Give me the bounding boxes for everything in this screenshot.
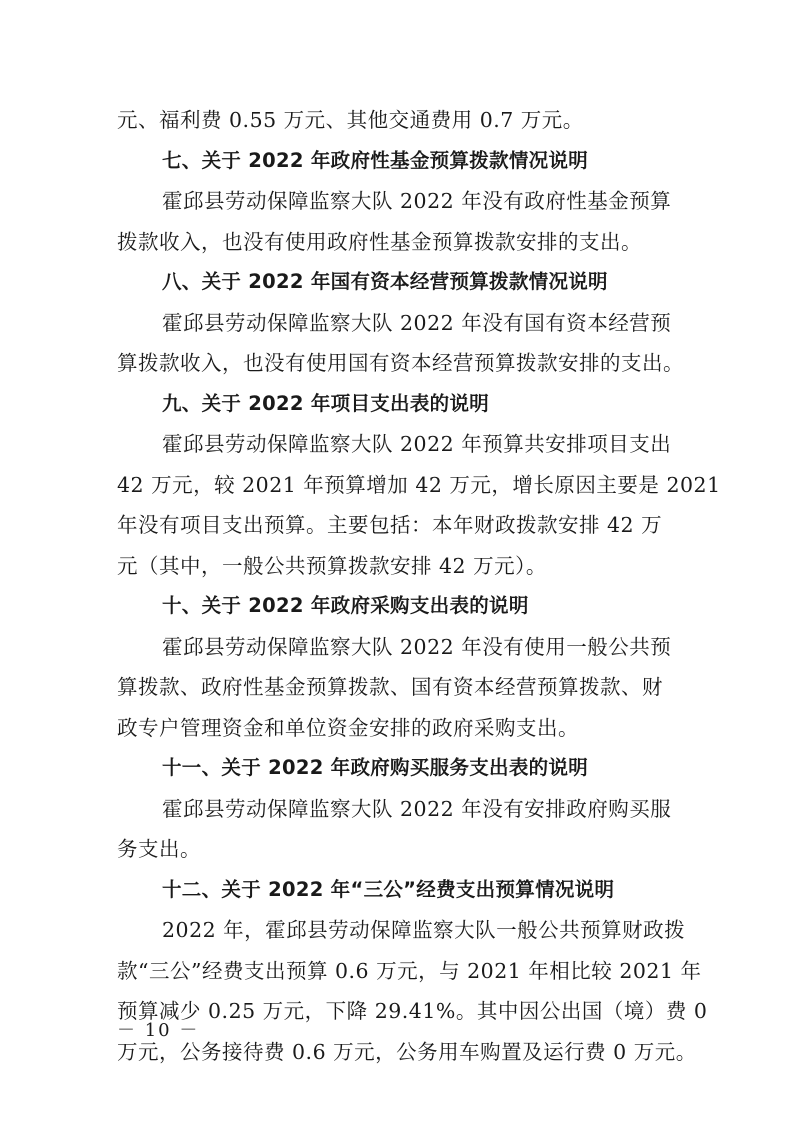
paragraph-line: 款“三公”经费支出预算 0.6 万元，与 2021 年相比较 2021 年 (117, 958, 702, 983)
paragraph-line: 预算减少 0.25 万元，下降 29.41%。其中因公出国（境）费 0 (117, 999, 708, 1023)
paragraph-line: 万元，公务接待费 0.6 万元，公务用车购置及运行费 0 万元。 (117, 1039, 697, 1064)
paragraph-line: 霍邱县劳动保障监察大队 2022 年没有政府性基金预算 (162, 189, 672, 213)
paragraph-line: 年没有项目支出预算。主要包括：本年财政拨款安排 42 万 (117, 513, 663, 537)
paragraph-line: 霍邱县劳动保障监察大队 2022 年没有使用一般公共预 (162, 634, 672, 659)
paragraph-line: 拨款收入，也没有使用政府性基金预算拨款安排的支出。 (117, 229, 642, 254)
section-heading: 九、关于 2022 年项目支出表的说明 (162, 391, 490, 415)
paragraph-line: 2022 年，霍邱县劳动保障监察大队一般公共预算财政拨 (162, 918, 686, 942)
section-heading: 八、关于 2022 年国有资本经营预算拨款情况说明 (162, 270, 608, 293)
paragraph-line: 算拨款收入，也没有使用国有资本经营预算拨款安排的支出。 (117, 351, 684, 375)
paragraph-line: 元（其中，一般公共预算拨款安排 42 万元）。 (117, 553, 547, 578)
paragraph-line: 务支出。 (117, 837, 201, 861)
paragraph-line: 元、福利费 0.55 万元、其他交通费用 0.7 万元。 (117, 108, 584, 132)
paragraph-line: 霍邱县劳动保障监察大队 2022 年没有国有资本经营预 (162, 310, 672, 335)
page-number: － 10 － (117, 1020, 200, 1041)
paragraph-line: 42 万元，较 2021 年预算增加 42 万元，增长原因主要是 2021 (117, 472, 721, 497)
section-heading: 十、关于 2022 年政府采购支出表的说明 (162, 594, 529, 617)
paragraph-line: 算拨款、政府性基金预算拨款、国有资本经营预算拨款、财 (117, 675, 663, 699)
paragraph-line: 霍邱县劳动保障监察大队 2022 年没有安排政府购买服 (162, 796, 672, 821)
paragraph-line: 霍邱县劳动保障监察大队 2022 年预算共安排项目支出 (162, 432, 672, 456)
section-heading: 七、关于 2022 年政府性基金预算拨款情况说明 (162, 148, 589, 172)
section-heading: 十二、关于 2022 年“三公”经费支出预算情况说明 (162, 877, 615, 901)
paragraph-line: 政专户管理资金和单位资金安排的政府采购支出。 (117, 715, 579, 740)
document-body (117, 100, 721, 1072)
section-heading: 十一、关于 2022 年政府购买服务支出表的说明 (162, 756, 589, 779)
